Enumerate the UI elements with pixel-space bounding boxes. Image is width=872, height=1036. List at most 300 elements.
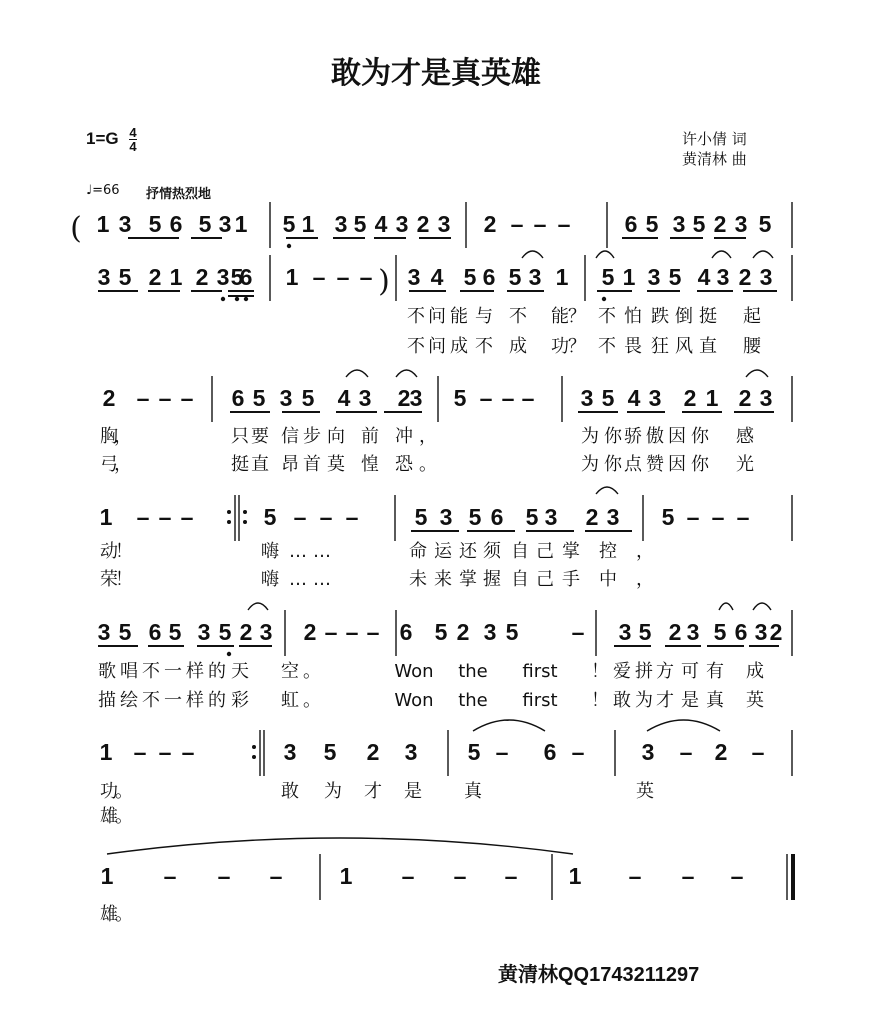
lyric-verse-1: ， [114,426,132,447]
slur-arc [596,251,614,258]
repeat-dot [227,520,231,524]
lyric-verse-2: 。 [419,454,437,475]
note-number: 3 [437,211,451,237]
lyric-verse-1: ， [636,541,654,562]
note-number: 3 [197,619,211,645]
note-number: 2 [195,264,209,290]
note-number: 1 [705,385,719,411]
dash-extension: – [479,385,493,411]
note-number: 2 [738,264,752,290]
lyric-verse-2: 雄 [100,806,118,827]
lyric-verse-2: 手 [562,569,580,590]
lyric-verse-2: 问 [428,336,446,357]
octave-dot-below [244,297,248,301]
dash-extension: – [681,863,695,889]
lyric-verse-2: 直 [251,454,269,475]
note-number: 1 [100,863,114,889]
lyric-verse-2: 一 [164,690,182,711]
note-number: 5 [353,211,367,237]
lyric-verse-1: 英 [636,781,654,802]
lyric-verse-1: 成 [746,661,764,682]
slur-arc [396,370,417,377]
note-number: 3 [759,264,773,290]
lyric-verse-2: 敢 [613,690,631,711]
note-number: 5 [661,504,675,530]
note-number: 5 [263,504,277,530]
lyric-verse-1: 。 [303,661,321,682]
note-number: 5 [434,619,448,645]
dash-extension: – [158,385,172,411]
lyric-verse-2: 自 [511,569,529,590]
lyric-verse-2: 虹 [281,690,299,711]
note-number: 5 [601,264,615,290]
lyric-verse-2: 腰 [743,336,761,357]
lyric-verse-1: 为 [324,781,342,802]
lyric-verse-2: 不 [407,336,425,357]
lyric-verse-2: 嗨 [261,569,279,590]
dash-extension: – [495,739,509,765]
octave-dot-below [235,297,239,301]
lyricist-credit: 许小倩 词 [682,130,747,148]
dash-extension: – [345,619,359,645]
lyric-verse-2: 彩 [231,690,249,711]
lyric-verse-1: 前 [361,426,379,447]
lyric-verse-1: 为 [581,426,599,447]
note-number: 5 [118,619,132,645]
dash-extension: – [158,504,172,530]
slur-arc [248,603,268,610]
slur-arc [522,251,543,258]
lyric-verse-1: 方 [656,661,674,682]
dash-extension: – [133,739,147,765]
lyric-verse-1: 怕 [624,306,642,327]
note-number: 2 [713,211,727,237]
dash-extension: – [163,863,177,889]
note-number: 5 [601,385,615,411]
note-number: 5 [668,264,682,290]
slur-arc [647,720,720,731]
note-number: 3 [395,211,409,237]
lyric-verse-2: 畏 [624,336,642,357]
note-number: 3 [404,739,418,765]
lyric-verse-1: the [458,661,488,682]
slur-arc [107,838,573,854]
note-number: 6 [543,739,557,765]
note-number: 4 [337,385,351,411]
lyric-verse-1: 须 [483,541,501,562]
note-number: 3 [647,264,661,290]
note-number: 5 [118,264,132,290]
dash-extension: – [510,211,524,237]
dash-extension: – [345,504,359,530]
lyric-verse-2: 真 [706,690,724,711]
lyric-verse-1: 有 [706,661,724,682]
note-number: 5 [467,739,481,765]
lyric-verse-2: 的 [208,690,226,711]
lyric-verse-1: 可 [681,661,699,682]
time-top: 4 [129,125,137,140]
note-number: 5 [282,211,296,237]
dash-extension: – [730,863,744,889]
lyric-verse-1: 信 [281,426,299,447]
lyric-verse-1: 还 [459,541,477,562]
lyric-verse-2: 。 [303,690,321,711]
lyric-verse-2: 挺 [231,454,249,475]
lyric-verse-1: 的 [208,661,226,682]
dash-extension: – [628,863,642,889]
lyric-verse-1: first [522,661,558,682]
lyric-verse-2: 不 [142,690,160,711]
lyric-verse-1: 只 [231,426,249,447]
note-number: 1 [622,264,636,290]
dash-extension: – [401,863,415,889]
note-number: 3 [606,504,620,530]
lyric-verse-1: 是 [404,781,422,802]
note-number: 6 [490,504,504,530]
lyric-verse-1: 命 [409,541,427,562]
dash-extension: – [533,211,547,237]
note-number: 2 [585,504,599,530]
lyric-verse-2: the [458,690,488,711]
lyric-verse-1: 嗨 [261,541,279,562]
lyric-verse-2: ！ [591,690,609,711]
lyric-verse-2: 光 [736,454,754,475]
lyric-verse-2: 为 [635,690,653,711]
lyric-verse-1: Won [394,661,434,682]
lyric-verse-2: 风 [675,336,693,357]
note-number: 3 [544,504,558,530]
lyric-verse-2: 弓 [100,454,118,475]
lyric-verse-1: 。 [115,904,133,925]
lyric-verse-2: 狂 [651,336,669,357]
lyric-verse-1: 敢 [281,781,299,802]
lyric-verse-1: … [313,541,331,562]
lyric-verse-1: 空 [281,661,299,682]
note-number: 1 [285,264,299,290]
note-number: 1 [99,739,113,765]
note-number: 5 [645,211,659,237]
lyric-verse-1: 运 [434,541,452,562]
intro-parenthesis: ( [70,211,82,246]
dash-extension: – [136,504,150,530]
lyric-verse-2: 才 [656,690,674,711]
dash-extension: – [181,739,195,765]
dash-extension: – [571,619,585,645]
note-number: 5 [148,211,162,237]
composer-credit: 黄清林 曲 [682,150,747,168]
lyric-verse-1: 跌 [651,306,669,327]
lyric-verse-2: 成 [450,336,468,357]
note-number: 2 [102,385,116,411]
note-number: 3 [618,619,632,645]
lyric-verse-1: 拼 [635,661,653,682]
slur-arc [719,603,733,610]
dash-extension: – [217,863,231,889]
note-number: 3 [334,211,348,237]
song-title: 敢为才是真英雄 [331,56,541,91]
note-number: 5 [505,619,519,645]
lyric-verse-1: 歌 [98,661,116,682]
note-number: 4 [374,211,388,237]
octave-dot-below [287,244,291,248]
lyric-verse-1: 冲 [395,426,413,447]
slur-arc [746,370,768,377]
lyric-verse-2: 恐 [395,454,413,475]
note-number: 4 [697,264,711,290]
note-number: 3 [283,739,297,765]
lyric-verse-2: 你 [604,454,622,475]
lyric-verse-2: 未 [409,569,427,590]
lyric-verse-2: 赞 [646,454,664,475]
note-number: 6 [169,211,183,237]
lyric-verse-2: ， [636,569,654,590]
lyric-verse-1: 爱 [613,661,631,682]
dash-extension: – [293,504,307,530]
note-number: 6 [231,385,245,411]
lyric-verse-2: 己 [536,569,554,590]
note-number: 2 [769,619,783,645]
note-number: 5 [692,211,706,237]
lyric-verse-2: 荣 [100,569,118,590]
dash-extension: – [180,504,194,530]
lyric-verse-2: 来 [434,569,452,590]
slur-arc [712,251,731,258]
lyric-verse-1: 动 [100,541,118,562]
lyric-verse-1: 控 [599,541,617,562]
lyric-verse-2: 惶 [361,454,379,475]
lyric-verse-1: ？ [568,306,586,327]
slur-arc [346,370,368,377]
lyric-verse-2: ？ [568,336,586,357]
note-number: 3 [407,264,421,290]
lyric-verse-1: 倒 [675,306,693,327]
lyric-verse-1: 起 [743,306,761,327]
dash-extension: – [751,739,765,765]
dash-extension: – [180,385,194,411]
note-number: 4 [430,264,444,290]
lyric-verse-1: 感 [736,426,754,447]
note-number: 3 [409,385,423,411]
octave-dot-below [221,297,225,301]
note-number: 1 [339,863,353,889]
note-number: 3 [759,385,773,411]
lyric-verse-1: 向 [327,426,345,447]
note-number: 2 [148,264,162,290]
lyric-verse-1: 与 [475,306,493,327]
note-number: 2 [683,385,697,411]
lyric-verse-2: 描 [98,690,116,711]
slur-arc [753,251,773,258]
note-number: 3 [716,264,730,290]
lyric-verse-2: 样 [186,690,204,711]
lyric-verse-1: 要 [251,426,269,447]
dash-extension: – [359,264,373,290]
note-number: 5 [218,619,232,645]
lyric-verse-1: 雄 [100,904,118,925]
repeat-dot [252,745,256,749]
note-number: 2 [239,619,253,645]
note-number: 1 [96,211,110,237]
note-number: 5 [252,385,266,411]
repeat-dot [243,520,247,524]
lyric-verse-1: … [289,541,307,562]
note-number: 5 [323,739,337,765]
note-number: 6 [734,619,748,645]
dash-extension: – [319,504,333,530]
lyric-verse-2: 是 [681,690,699,711]
dash-extension: – [571,739,585,765]
note-number: 3 [97,619,111,645]
tempo-marking: ♩=66 [86,183,120,198]
note-number: 1 [234,211,248,237]
note-number: 5 [758,211,772,237]
lyric-verse-1: 掌 [562,541,580,562]
note-number: 3 [259,619,273,645]
note-number: 3 [483,619,497,645]
note-number: 3 [754,619,768,645]
note-number: 2 [366,739,380,765]
lyric-verse-1: 真 [464,781,482,802]
repeat-dot [243,510,247,514]
repeat-dot [227,510,231,514]
note-number: 5 [638,619,652,645]
dash-extension: – [557,211,571,237]
lyric-verse-1: 功 [100,781,118,802]
note-number: 5 [463,264,477,290]
note-number: 3 [216,264,230,290]
lyric-verse-1: 才 [364,781,382,802]
note-number: 2 [738,385,752,411]
lyric-verse-2: 昂 [281,454,299,475]
note-number: 2 [397,385,411,411]
dash-extension: – [504,863,518,889]
note-number: 3 [439,504,453,530]
note-number: 3 [580,385,594,411]
lyric-verse-2: 功 [551,336,569,357]
lyric-verse-2: 绘 [120,690,138,711]
note-number: 1 [301,211,315,237]
note-number: 3 [641,739,655,765]
dash-extension: – [711,504,725,530]
note-number: 5 [230,264,244,290]
octave-dot-below [227,652,231,656]
note-number: 1 [568,863,582,889]
lyric-verse-1: 样 [186,661,204,682]
note-number: 5 [414,504,428,530]
watermark: 黄清林QQ1743211297 [498,964,700,986]
dash-extension: – [312,264,326,290]
lyric-verse-1: 一 [164,661,182,682]
lyric-verse-1: 骄 [624,426,642,447]
note-number: 3 [734,211,748,237]
note-number: 3 [686,619,700,645]
lyric-verse-2: 掌 [459,569,477,590]
lyric-verse-1: 你 [691,426,709,447]
note-number: 3 [528,264,542,290]
dash-extension: – [453,863,467,889]
lyric-verse-1: ！ [591,661,609,682]
note-number: 5 [301,385,315,411]
lyric-verse-2: 因 [668,454,686,475]
note-number: 3 [648,385,662,411]
lyric-verse-2: 不 [598,336,616,357]
lyric-verse-1: 不 [142,661,160,682]
lyric-verse-1: 自 [511,541,529,562]
note-number: 5 [508,264,522,290]
dash-extension: – [269,863,283,889]
note-number: 5 [198,211,212,237]
slur-arc [596,487,618,494]
dash-extension: – [158,739,172,765]
dash-extension: – [679,739,693,765]
lyric-verse-1: 胸 [100,426,118,447]
note-number: 6 [482,264,496,290]
lyric-verse-2: 你 [691,454,709,475]
lyric-verse-2: 莫 [327,454,345,475]
note-number: 4 [627,385,641,411]
lyric-verse-2: ， [114,454,132,475]
lyric-verse-1: 因 [668,426,686,447]
repeat-dot [252,755,256,759]
note-number: 1 [555,264,569,290]
lyric-verse-1: ， [419,426,437,447]
note-number: 6 [148,619,162,645]
lyric-verse-1: 能 [551,306,569,327]
lyric-verse-1: 不 [407,306,425,327]
note-number: 3 [218,211,232,237]
note-number: 3 [672,211,686,237]
dash-extension: – [521,385,535,411]
note-number: 2 [303,619,317,645]
lyric-verse-2: ！ [115,569,133,590]
lyric-verse-2: 点 [624,454,642,475]
dash-extension: – [736,504,750,530]
note-number: 2 [416,211,430,237]
lyric-verse-1: 不 [598,306,616,327]
note-number: 2 [483,211,497,237]
note-number: 5 [468,504,482,530]
note-number: 6 [239,264,253,290]
note-number: 5 [525,504,539,530]
dash-extension: – [366,619,380,645]
lyric-verse-2: 为 [581,454,599,475]
lyric-verse-1: 能 [450,306,468,327]
key-label: 1=G [86,128,119,148]
note-number: 2 [456,619,470,645]
note-number: 3 [358,385,372,411]
note-number: 5 [713,619,727,645]
time-bottom: 4 [129,139,137,154]
dash-extension: – [136,385,150,411]
lyric-verse-1: 你 [604,426,622,447]
lyric-verse-2: 首 [303,454,321,475]
dash-extension: – [336,264,350,290]
lyric-verse-2: 直 [699,336,717,357]
lyric-verse-2: 英 [746,690,764,711]
lyric-verse-1: 挺 [699,306,717,327]
dash-extension: – [324,619,338,645]
lyric-verse-2: 中 [599,569,617,590]
lyric-verse-1: 己 [536,541,554,562]
lyric-verse-1: 天 [231,661,249,682]
lyric-verse-1: 唱 [120,661,138,682]
slur-arc [473,720,545,731]
note-number: 2 [668,619,682,645]
intro-parenthesis: ) [378,264,390,299]
lyric-verse-2: 不 [475,336,493,357]
note-number: 3 [118,211,132,237]
note-number: 6 [399,619,413,645]
